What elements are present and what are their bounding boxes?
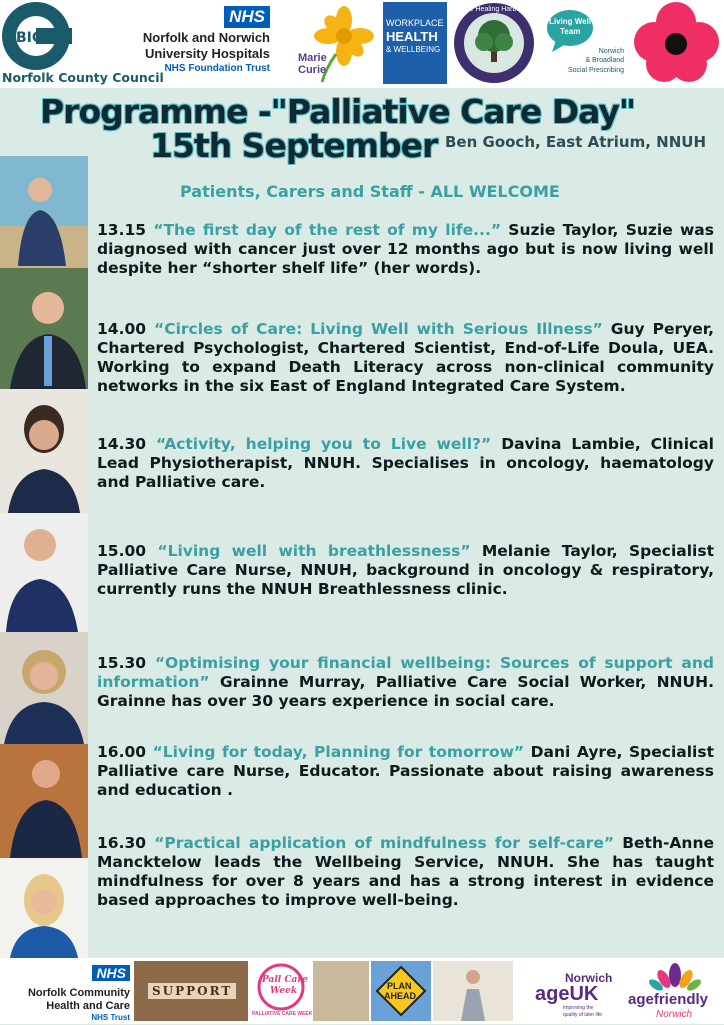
programme-item-1530: [97, 654, 714, 711]
programme-title: Programme -"Palliative Care Day": [40, 92, 636, 131]
item-time: 13.15: [97, 221, 147, 239]
item-time: 14.30: [97, 435, 147, 453]
speaker-photo-beth-anne-mancktelow: [0, 858, 88, 958]
programme-item-1500: [97, 542, 714, 599]
item-talk-title: “Living for today, Planning for tomorrow”: [152, 743, 525, 761]
footer-logo-bar: [0, 958, 724, 1024]
support-photo: SUPPORT: [134, 961, 248, 1021]
item-talk-title: “Activity, helping you to Live well?”: [156, 435, 492, 453]
nnuh-logo: NHS Norfolk and Norwich University Hospitals NHS Foundation Trust: [142, 7, 270, 74]
speaker-photo-suzie-taylor: [0, 156, 88, 268]
item-time: 16.30: [97, 834, 147, 852]
lotus-icon: [626, 961, 724, 991]
age-friendly-norwich-logo: agefriendly Norwich: [626, 961, 724, 1021]
item-time: 15.30: [97, 654, 147, 672]
speaker-photo-grainne-murray: [0, 632, 88, 744]
exercise-photo: [433, 961, 513, 1021]
venue-text: Ben Gooch, East Atrium, NNUH: [445, 133, 706, 151]
item-talk-title: “Circles of Care: Living Well with Serious Illness”: [154, 320, 603, 338]
event-date: 15th September: [150, 126, 438, 165]
programme-item-1315: [97, 221, 714, 278]
programme-item-1630: [97, 834, 714, 910]
item-details: Davina Lambie, Clinical Lead Physiotherapist, NNUH. Specialises in oncology, haematology and Palliative care.: [97, 435, 714, 491]
header-logo-bar: [0, 0, 724, 88]
svg-text:Norfolk County Council: Norfolk County Council: [2, 70, 164, 85]
norfolk-community-health-logo: NHS Norfolk Community Health and Care NHS Trust: [27, 965, 130, 1022]
speaker-photo-melanie-taylor: [0, 513, 88, 632]
nhs-badge: NHS: [92, 965, 130, 981]
item-details: Dani Ayre, Specialist Palliative care Nurse, Educator. Passionate about raising awareness and education .: [97, 743, 714, 799]
item-details: Suzie Taylor, Suzie was diagnosed with cancer just over 12 months ago but is now living well despite her “shorter shelf life” (her words).: [97, 221, 714, 277]
healing-harbour-logo: The Healing Harbour: [451, 2, 537, 84]
item-talk-title: “Practical application of mindfulness for self-care”: [154, 834, 615, 852]
living-well-team-logo: Living Well Team Norwich & Broadland Social Prescribing: [542, 2, 628, 84]
item-time: 14.00: [97, 320, 147, 338]
item-details: Guy Peryer, Chartered Psychologist, Chartered Scientist, End-of-Life Doula, UEA. Working to expand Death Literacy across non-clinical community networks in the six East of England Integrated Care System.: [97, 320, 715, 395]
workplace-health-logo: WORKPLACE HEALTH & WELLBEING: [383, 2, 447, 84]
norwich-age-uk-logo: Norwich ageUK Improving the quality of later life: [535, 971, 613, 1018]
item-talk-title: “The first day of the rest of my life...”: [153, 221, 502, 239]
speaker-photo-guy-peryer: [0, 268, 88, 389]
norfolk-county-council-logo: [0, 2, 164, 85]
item-talk-title: “Living well with breathlessness”: [157, 542, 471, 560]
poppy-icon: [629, 2, 724, 84]
marie-curie-logo: Marie Curie: [296, 2, 376, 84]
nhs-badge: NHS: [224, 6, 270, 28]
item-time: 15.00: [97, 542, 147, 560]
item-details: Grainne Murray, Palliative Care Social Worker, NNUH. Grainne has over 30 years experience in social care.: [97, 673, 714, 710]
svg-text:BIG: BIG: [16, 30, 44, 46]
programme-item-1400: [97, 320, 714, 396]
pall-care-week-logo: Pall Care Week PALLIATIVE CARE WEEK: [250, 961, 312, 1021]
item-details: Beth-Anne Mancktelow leads the Wellbeing Service, NNUH. She has taught mindfulness for over 8 years and has a strong interest in evidence based approaches to improve well-being.: [97, 834, 714, 909]
item-time: 16.00: [97, 743, 147, 761]
plan-ahead-sign: PLAN AHEAD: [371, 961, 431, 1021]
item-details: Melanie Taylor, Specialist Palliative Care Nurse, NNUH, background in oncology & respiratory, currently runs the NNUH Breathlessness clinic.: [97, 542, 715, 598]
speaker-photo-davina-lambie: [0, 389, 88, 513]
welcome-text: Patients, Carers and Staff - ALL WELCOME: [180, 182, 560, 201]
programme-item-1600: [97, 743, 714, 800]
programme-item-1430: [97, 435, 714, 492]
sand-writing-photo: [313, 961, 369, 1021]
speaker-photo-dani-ayre: [0, 744, 88, 858]
item-talk-title: “Optimising your financial wellbeing: Sources of support and information”: [97, 654, 714, 691]
